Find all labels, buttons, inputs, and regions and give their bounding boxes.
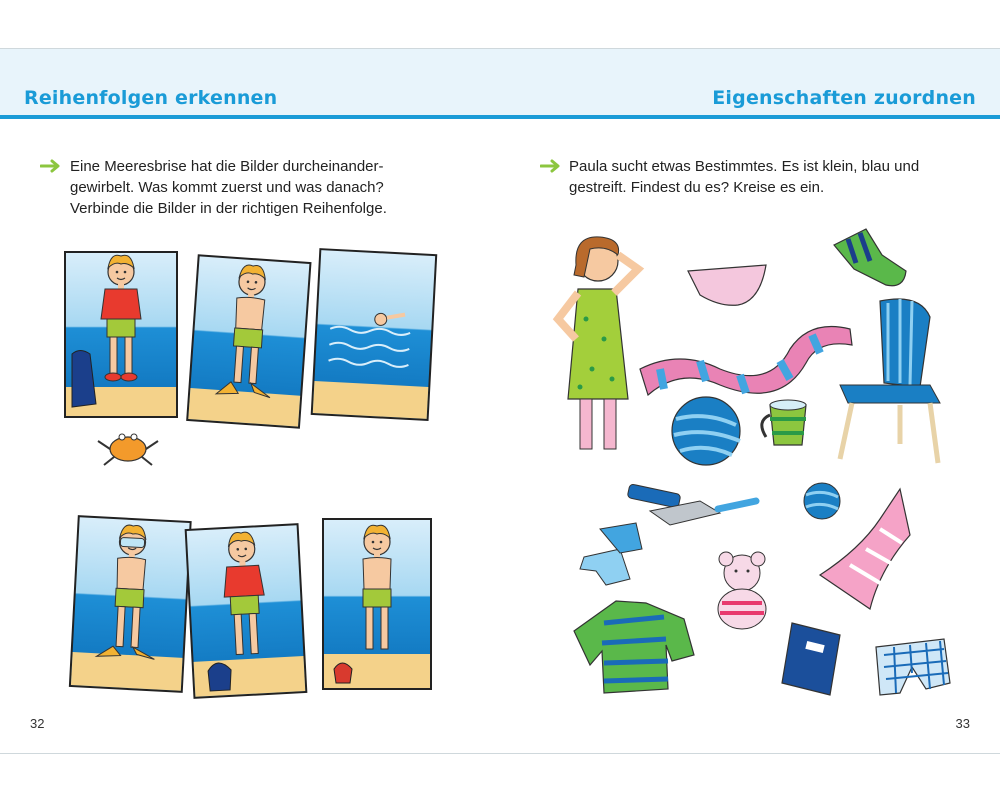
- striped-scarf: [640, 327, 852, 396]
- scene-panel: [65, 252, 177, 417]
- girl-paula: [558, 237, 638, 449]
- book-spread: [0, 48, 1000, 754]
- blue-socks: [580, 523, 642, 585]
- left-page-title: Reihenfolgen erkennen: [24, 87, 278, 109]
- scene-panel: [186, 524, 307, 698]
- panties: [688, 265, 766, 305]
- scene-panel: [323, 519, 431, 689]
- green-sock: [834, 229, 906, 286]
- big-striped-ball: [672, 397, 740, 465]
- left-instruction-line: Eine Meeresbrise hat die Bilder durcheinander-: [70, 158, 384, 175]
- green-striped-shirt: [574, 601, 694, 693]
- illustrations: [0, 49, 1000, 753]
- small-striped-ball: [804, 483, 840, 519]
- scene-panel: [70, 516, 191, 692]
- page-number-right: 33: [955, 716, 970, 731]
- scene-panel: [187, 255, 310, 427]
- blue-notebook: [782, 623, 840, 695]
- left-instruction-line: gewirbelt. Was kommt zuerst und was danach?: [70, 179, 384, 196]
- crab: [98, 434, 158, 465]
- left-instruction-line: Verbinde die Bilder in der richtigen Reihenfolge.: [70, 200, 387, 217]
- scene-panel: [312, 249, 436, 420]
- checkered-shorts: [876, 639, 950, 695]
- blue-chair: [840, 299, 940, 463]
- striped-cup: [762, 400, 806, 445]
- teddy-bear: [718, 552, 766, 629]
- right-page-title: Eigenschaften zuordnen: [712, 87, 976, 109]
- brush-and-dustpan: [627, 484, 756, 525]
- right-instruction-line: Paula sucht etwas Bestimmtes. Es ist klein, blau und: [569, 158, 920, 175]
- right-instruction-line: gestreift. Findest du es? Kreise es ein.: [569, 179, 825, 196]
- page-number-left: 32: [30, 716, 45, 731]
